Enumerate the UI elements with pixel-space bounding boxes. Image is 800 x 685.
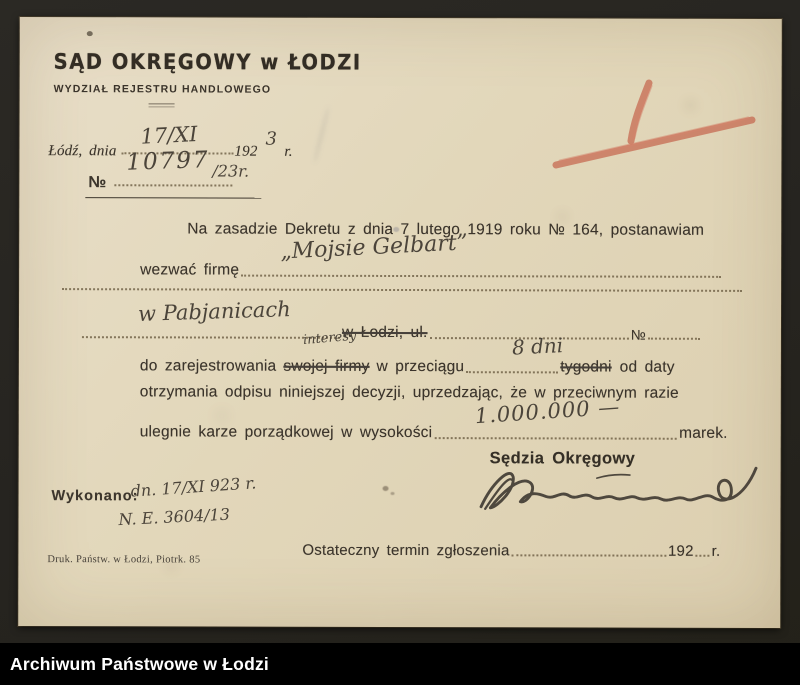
penalty-suffix: marek. <box>679 424 728 442</box>
letterhead <box>53 48 362 108</box>
number-dotted-line <box>114 183 232 186</box>
location-printed-struck: w Łodzi, ul. <box>341 323 428 342</box>
date-prefix: Łódź, dnia <box>48 143 117 160</box>
street-number-label: № <box>630 326 646 343</box>
firm-line <box>140 230 723 281</box>
final-deadline-dotted-line <box>512 553 666 556</box>
archive-bar-label: Archiwum Państwowe w Łodzi <box>10 653 269 674</box>
firm-name-handwritten: „Mojsie Gelbart” <box>279 230 469 265</box>
correction-handwritten: interesy <box>302 328 357 349</box>
number-year-handwritten: /23r. <box>212 161 250 181</box>
printer-note-line <box>47 554 200 565</box>
final-deadline-dotted-line-2 <box>696 554 710 557</box>
final-deadline-line <box>302 537 720 560</box>
judge-title: Sędzia Okręgowy <box>489 449 636 468</box>
execution-note-2: N. E. 3604/13 <box>118 504 231 530</box>
date-handwritten: 17/XI <box>139 121 199 149</box>
reg-suffix: od daty <box>619 358 675 376</box>
judge-signature <box>473 459 765 522</box>
final-deadline-suffix: r. <box>711 542 721 560</box>
penalty-dotted-line <box>434 436 677 440</box>
execution-note-1: dn. 17/XI 923 r. <box>130 473 257 501</box>
location-dotted-line-1 <box>82 335 340 339</box>
penalty-line <box>139 394 728 443</box>
court-document <box>18 17 782 628</box>
court-department: WYDZIAŁ REJESTRU HANDLOWEGO <box>53 83 272 96</box>
call-prefix: wezwać firmę <box>140 261 240 279</box>
penalty-handwritten: 1.000.000 — <box>474 394 621 429</box>
blank-line <box>60 281 744 295</box>
penalty-prefix: ulegnie karze porządkowej w wysokości <box>139 423 433 442</box>
execution-label: Wykonano: <box>51 488 139 505</box>
paper-crease <box>312 106 330 163</box>
printer-note: Druk. Państw. w Łodzi, Piotrk. 85 <box>47 554 201 566</box>
blank-dotted-line <box>62 287 742 292</box>
location-line <box>80 297 702 343</box>
final-deadline-year: 192 <box>667 542 694 560</box>
date-year-handwritten: 3 <box>265 128 277 150</box>
reg-prefix: do zarejestrowania <box>139 357 277 375</box>
reg-mid: w przeciągu <box>376 357 465 376</box>
firm-dotted-line <box>241 274 721 278</box>
number-label: № <box>88 174 107 192</box>
archive-bar <box>0 643 800 685</box>
header-ornament <box>149 103 175 107</box>
location-dotted-line-3 <box>648 337 700 340</box>
number-handwritten: 10797 <box>126 147 210 176</box>
final-deadline-label: Ostateczny termin zgłoszenia <box>302 541 510 560</box>
term-dotted-line <box>466 370 558 373</box>
body-line-6-text: otrzymania odpisu niniejszej decyzji, uprzedzając, że w przeciwnym razie <box>139 383 679 402</box>
date-year-printed: 192 <box>234 143 258 160</box>
term-struck: tygodni <box>560 358 612 376</box>
body-line-1-text: Na zasadzie Dekretu z dnia 7 lutego 1919 roku № 164, postanawiam <box>187 220 705 239</box>
number-underline <box>85 197 261 198</box>
court-name: SĄD OKRĘGOWY w ŁODZI <box>53 48 362 76</box>
paper-specks <box>20 17 26 22</box>
date-suffix: r. <box>284 143 293 160</box>
term-handwritten: 8 dni <box>511 333 564 360</box>
reg-struck-phrase: swojej firmy <box>283 357 370 375</box>
execution-line <box>52 488 139 504</box>
location-handwritten: w Pabjanicach <box>137 297 291 326</box>
